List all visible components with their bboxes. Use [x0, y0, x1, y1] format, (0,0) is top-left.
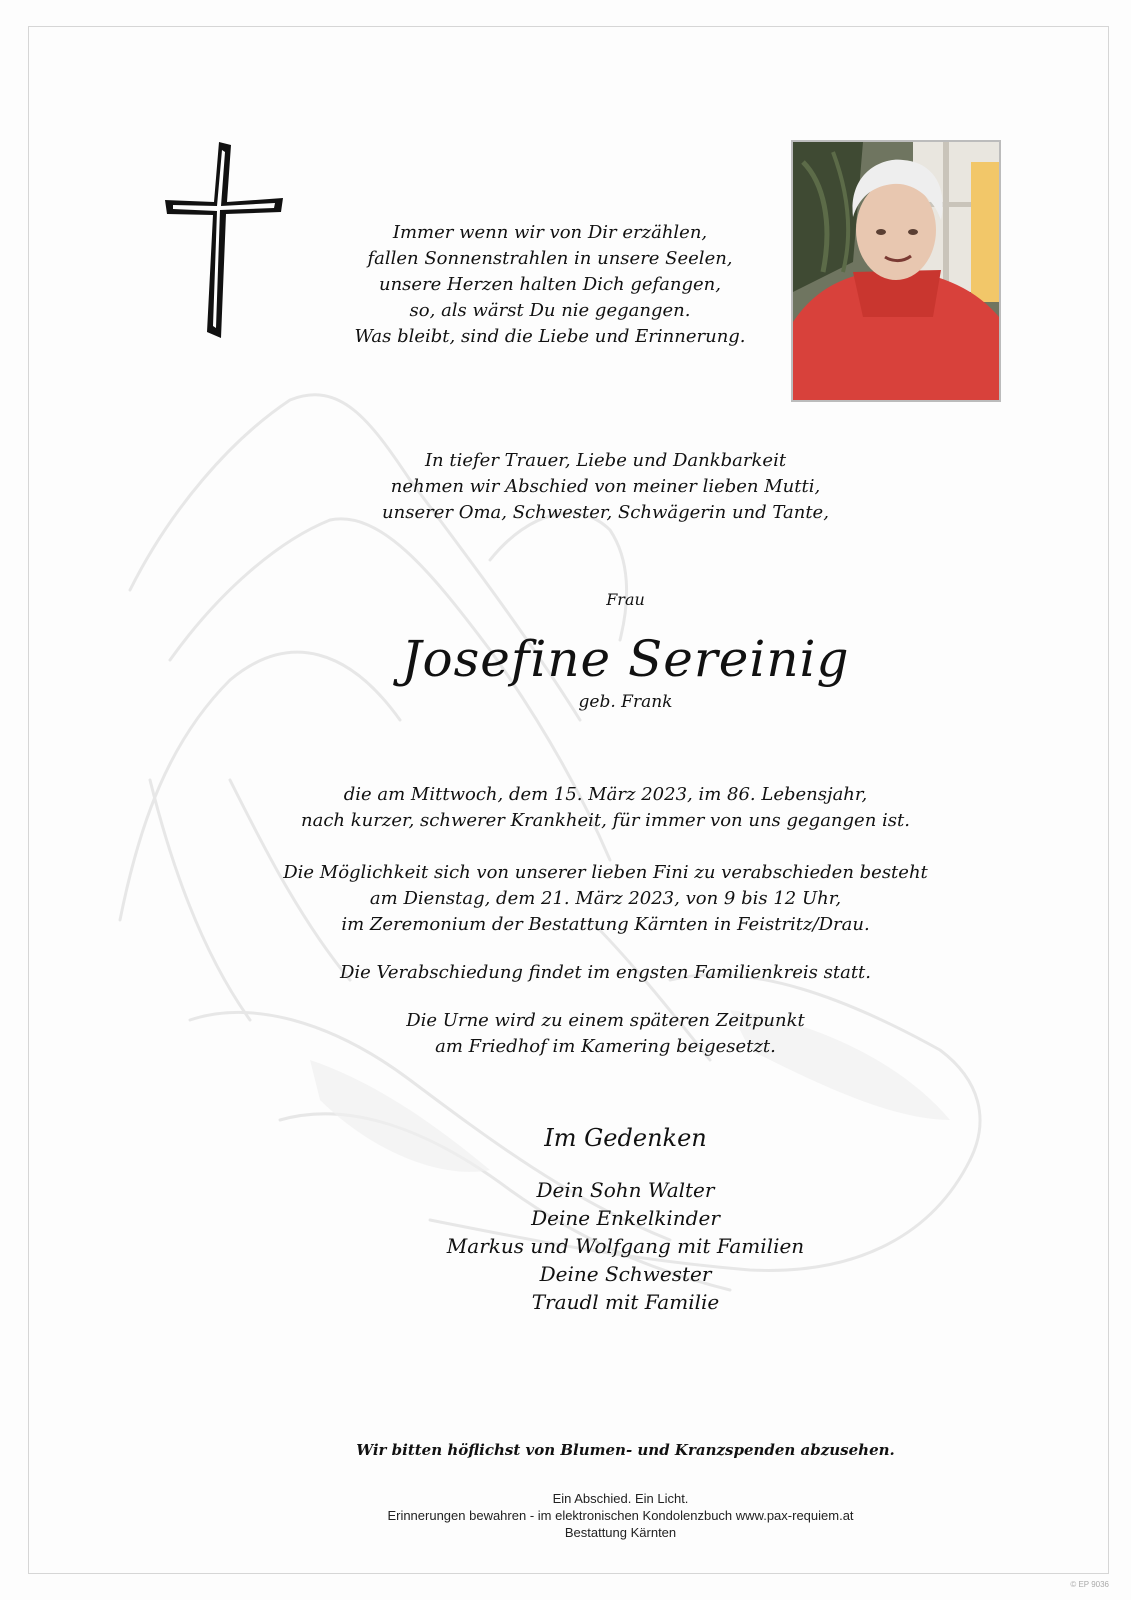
- ceremony-note: Die Verabschiedung findet im engsten Familienkreis statt.: [339, 962, 872, 983]
- poem-line: fallen Sonnenstrahlen in unsere Seelen,: [367, 248, 733, 269]
- urn-line: am Friedhof im Kamering beigesetzt.: [435, 1036, 776, 1057]
- farewell-line: am Dienstag, dem 21. März 2023, von 9 bis 12 Uhr,: [369, 888, 842, 909]
- deceased-name: Josefine Sereinig: [401, 630, 850, 688]
- poem-line: Immer wenn wir von Dir erzählen,: [392, 222, 708, 243]
- notice-line: nach kurzer, schwerer Krankheit, für immer von uns gegangen ist.: [301, 810, 910, 831]
- intro-line: nehmen wir Abschied von meiner lieben Mutti,: [390, 476, 821, 497]
- salutation: Frau: [606, 590, 645, 609]
- poem-line: so, als wärst Du nie gegangen.: [409, 300, 691, 321]
- poem-line: unsere Herzen halten Dich gefangen,: [379, 274, 721, 295]
- flower-request: Wir bitten höflichst von Blumen- und Kranzspenden abzusehen.: [356, 1441, 895, 1459]
- intro-text: [0, 448, 1131, 526]
- urn-note: [0, 1008, 1131, 1060]
- cross-icon: [165, 142, 285, 342]
- death-notice: [0, 782, 1131, 834]
- footer-line: Ein Abschied. Ein Licht.: [552, 1491, 689, 1506]
- urn-line: Die Urne wird zu einem späteren Zeitpunkt: [406, 1010, 805, 1031]
- gedenken-title: Im Gedenken: [544, 1124, 707, 1152]
- portrait-photo: [791, 140, 1001, 402]
- mourner-line: Markus und Wolfgang mit Familien: [446, 1234, 805, 1258]
- notice-line: die am Mittwoch, dem 15. März 2023, im 86. Lebensjahr,: [343, 784, 868, 805]
- footer-line: Erinnerungen bewahren - im elektronischen Kondolenzbuch www.pax-requiem.at: [387, 1508, 854, 1523]
- footer-line: Bestattung Kärnten: [564, 1525, 677, 1540]
- farewell-line: im Zeremonium der Bestattung Kärnten in Feistritz/Drau.: [341, 914, 870, 935]
- mourner-line: Deine Schwester: [539, 1262, 712, 1286]
- farewell-info: [0, 860, 1131, 938]
- mourner-line: Traudl mit Familie: [531, 1290, 720, 1314]
- mourner-line: Deine Enkelkinder: [531, 1206, 720, 1230]
- maiden-name: geb. Frank: [578, 692, 673, 712]
- intro-line: In tiefer Trauer, Liebe und Dankbarkeit: [424, 450, 787, 471]
- copyright-mark: © EP 9036: [1070, 1580, 1109, 1589]
- mourner-line: Dein Sohn Walter: [536, 1178, 715, 1202]
- intro-line: unserer Oma, Schwester, Schwägerin und Tante,: [382, 502, 829, 523]
- footer: [0, 1490, 1131, 1541]
- farewell-line: Die Möglichkeit sich von unserer lieben Fini zu verabschieden besteht: [283, 862, 928, 883]
- poem-line: Was bleibt, sind die Liebe und Erinnerung.: [354, 326, 746, 347]
- memorial-poem: [330, 220, 770, 350]
- mourners-list: [0, 1176, 1131, 1316]
